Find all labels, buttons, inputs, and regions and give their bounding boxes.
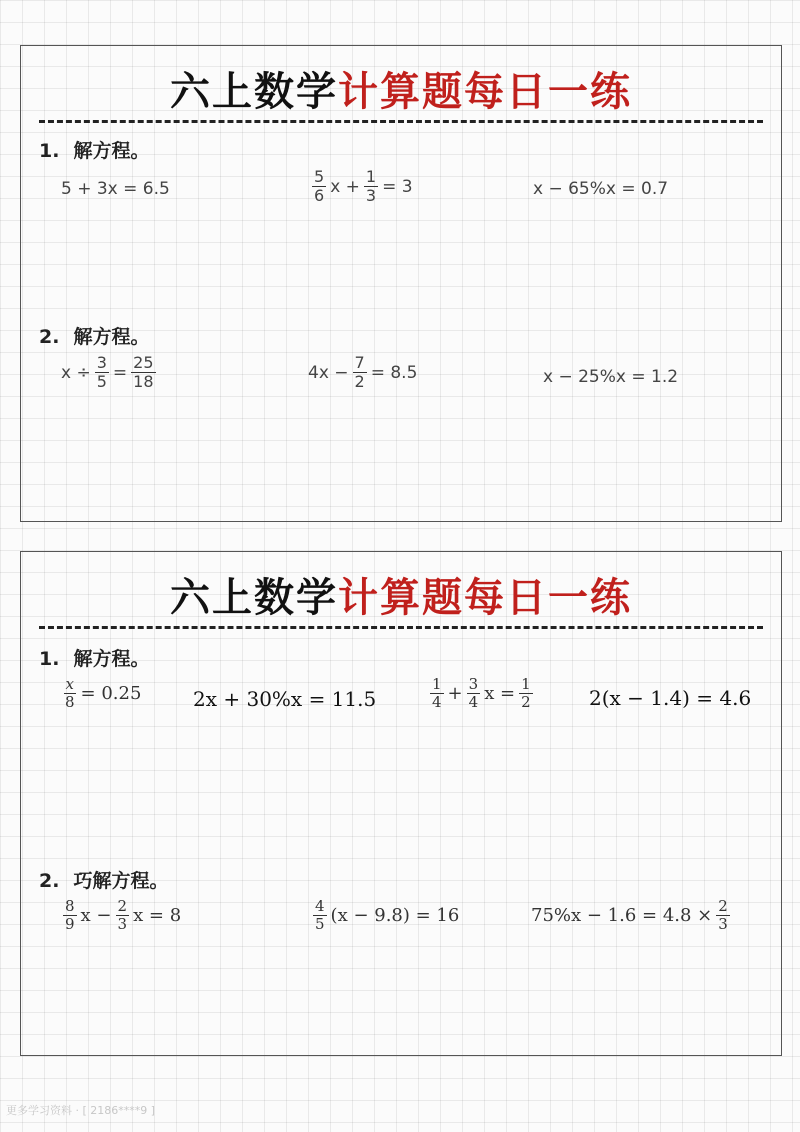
section-1-heading [39, 644, 149, 671]
fraction [716, 898, 730, 934]
section-label: 解方程。 [73, 140, 150, 162]
denominator: 2 [354, 372, 365, 392]
dashed-divider [39, 120, 763, 123]
equation-2c [531, 898, 734, 934]
numerator: x [65, 675, 74, 693]
fraction [63, 898, 77, 934]
denominator: 3 [117, 915, 128, 934]
section-number: 2. [39, 326, 60, 348]
denominator: 8 [65, 693, 75, 712]
fraction [63, 676, 77, 712]
dashed-divider [39, 626, 763, 629]
equation-1b [308, 168, 413, 206]
expr-text: 75%x − 1.6 = 4.8 × [531, 905, 713, 927]
denominator: 3 [718, 915, 728, 934]
numerator: 2 [117, 897, 128, 915]
expr-text: x − [80, 905, 112, 927]
equation-2a [59, 898, 181, 934]
equation-2b [309, 898, 459, 934]
denominator: 5 [96, 372, 107, 392]
footer-watermark: 更多学习资料 · [ 2186****9 ] [6, 1104, 156, 1117]
expr-text: = [112, 362, 128, 383]
numerator: 3 [96, 353, 107, 372]
denominator: 2 [521, 693, 531, 712]
fraction [312, 168, 326, 206]
equation-1d: 2(x − 1.4) = 4.6 [589, 686, 752, 710]
expr-text: x = 8 [133, 905, 182, 927]
fraction [353, 354, 367, 392]
denominator: 6 [314, 186, 325, 206]
equation-2a [61, 354, 160, 392]
numerator: 2 [718, 897, 728, 915]
equation-2b [308, 354, 417, 392]
numerator: 1 [521, 675, 531, 693]
denominator: 4 [432, 693, 442, 712]
equation-2c: x − 25%x = 1.2 [543, 367, 679, 387]
title-black-part: 六上数学 [170, 69, 338, 115]
numerator: 25 [133, 353, 154, 372]
denominator: 18 [133, 372, 154, 392]
expr-text: = 8.5 [370, 362, 418, 383]
numerator: 1 [365, 167, 377, 186]
title-red-part: 计算题每日一练 [338, 69, 632, 115]
denominator: 5 [315, 915, 325, 934]
title-red-part: 计算题每日一练 [338, 575, 632, 621]
fraction [116, 898, 130, 934]
equation-1c: x − 65%x = 0.7 [533, 179, 669, 199]
fraction [430, 676, 444, 712]
section-number: 2. [39, 870, 60, 892]
worksheet-title [21, 566, 781, 623]
worksheet-title [21, 60, 781, 117]
fraction [313, 898, 327, 934]
equation-1c [426, 676, 537, 712]
equation-1a [59, 676, 141, 712]
title-black-part: 六上数学 [170, 575, 338, 621]
denominator: 3 [365, 186, 377, 206]
expr-text: x = [484, 683, 516, 705]
worksheet-2 [20, 551, 782, 1056]
equation-1a: 5 + 3x = 6.5 [61, 179, 170, 199]
expr-text: + [447, 683, 463, 705]
expr-text: x + [330, 176, 360, 197]
section-2-heading [39, 322, 149, 349]
numerator: 5 [314, 167, 325, 186]
numerator: 1 [432, 675, 442, 693]
fraction [467, 676, 481, 712]
numerator: 7 [354, 353, 365, 372]
section-2-heading [39, 866, 168, 893]
numerator: 3 [468, 675, 479, 693]
numerator: 8 [65, 897, 75, 915]
section-label: 巧解方程。 [73, 870, 169, 892]
equation-1b: 2x + 30%x = 11.5 [193, 687, 377, 711]
expr-text: = 3 [382, 176, 413, 197]
expr-text: (x − 9.8) = 16 [330, 905, 460, 927]
fraction [364, 168, 378, 206]
section-number: 1. [39, 140, 60, 162]
expr-text: x ÷ [61, 362, 91, 383]
section-label: 解方程。 [73, 326, 150, 348]
fraction [95, 354, 109, 392]
denominator: 9 [65, 915, 75, 934]
expr-text: = 0.25 [80, 683, 142, 705]
fraction [131, 354, 155, 392]
fraction [519, 676, 533, 712]
numerator: 4 [315, 897, 325, 915]
denominator: 4 [468, 693, 479, 712]
worksheet-1 [20, 45, 782, 522]
section-1-heading [39, 136, 149, 163]
section-number: 1. [39, 648, 60, 670]
expr-text: 4x − [308, 362, 349, 383]
section-label: 解方程。 [73, 648, 150, 670]
